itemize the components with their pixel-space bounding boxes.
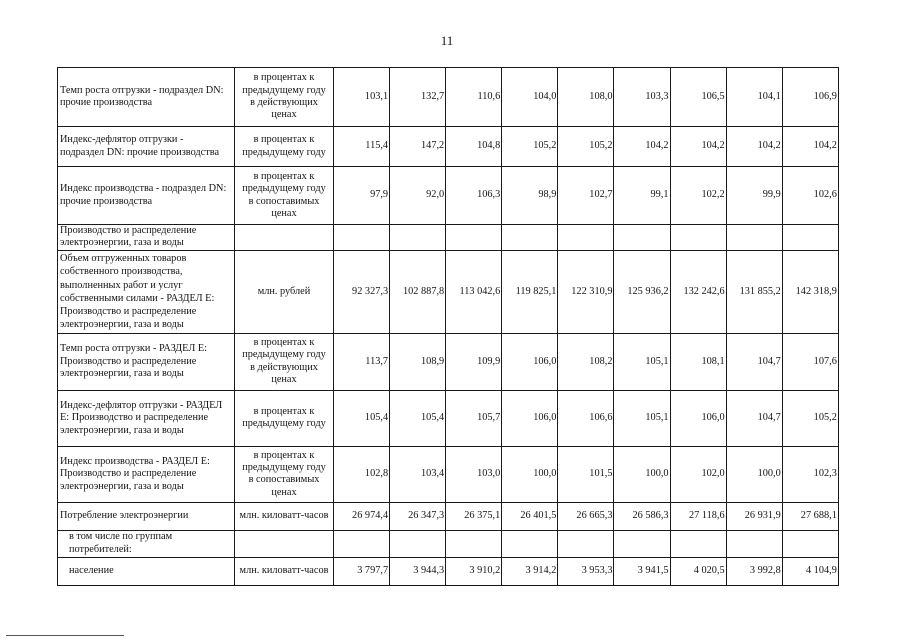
unit-line: ценах [271, 109, 297, 121]
indicator-name-line: Е: Производство и распределение [60, 412, 209, 424]
unit-cell [235, 390, 334, 446]
value-cell: 3 797,7 [334, 557, 390, 585]
value-cell: 105,4 [390, 390, 446, 446]
unit-line: в процентах к [253, 134, 315, 146]
unit-line: в процентах к [253, 337, 315, 348]
table-row [58, 250, 839, 333]
value-cell: 125 936,2 [614, 250, 670, 333]
value-cell: 102,3 [782, 446, 838, 502]
value-cell: 109,9 [446, 333, 502, 390]
value-cell: 3 910,2 [446, 557, 502, 585]
value-cell [390, 225, 446, 251]
value-cell: 92,0 [390, 167, 446, 225]
unit-line: млн. рублей [257, 285, 311, 297]
value-cell [446, 530, 502, 557]
unit-line: в сопоставимых [248, 195, 320, 207]
value-cell: 26 665,3 [558, 502, 614, 530]
unit-line: в действующих [250, 97, 318, 108]
value-cell: 115,4 [334, 127, 390, 167]
indicator-name-line: Производство и распределение [60, 468, 197, 480]
unit-line: предыдущему году [242, 349, 326, 361]
indicators-table-body [58, 68, 839, 586]
value-cell: 142 318,9 [782, 250, 838, 333]
indicator-name-line: электроэнергии, газа и воды [60, 237, 184, 249]
value-cell [558, 225, 614, 251]
unit-line: предыдущему году [242, 146, 326, 158]
unit-cell [235, 167, 334, 225]
indicator-name-line: потребителей: [69, 543, 132, 555]
value-cell: 26 586,3 [614, 502, 670, 530]
value-cell: 27 118,6 [670, 502, 726, 530]
indicator-name-line: население [69, 565, 114, 577]
value-cell [614, 530, 670, 557]
indicator-name-line: Индекс-дефлятор отгрузки - РАЗДЕЛ [60, 399, 223, 411]
unit-line: в процентах к [253, 72, 315, 84]
unit-cell [235, 557, 334, 585]
value-cell: 122 310,9 [558, 250, 614, 333]
value-cell [614, 225, 670, 251]
value-cell: 108,9 [390, 333, 446, 390]
value-cell: 106,3 [446, 167, 502, 225]
value-cell: 99,1 [614, 167, 670, 225]
value-cell: 132,7 [390, 68, 446, 127]
unit-cell [235, 225, 334, 251]
indicator-name-line: в том числе по группам [69, 531, 173, 543]
table-row [58, 225, 839, 251]
indicator-name-line: электроэнергии, газа и воды [60, 480, 184, 492]
indicator-name-line: электроэнергии, газа и воды [60, 424, 184, 436]
value-cell: 108,1 [670, 333, 726, 390]
value-cell: 99,9 [726, 167, 782, 225]
value-cell [782, 530, 838, 557]
value-cell: 27 688,1 [782, 502, 838, 530]
indicator-name-cell [58, 250, 235, 333]
indicator-name-line: Производство и распределение [60, 355, 197, 367]
value-cell: 104,7 [726, 333, 782, 390]
unit-line: ценах [271, 207, 297, 219]
unit-line: предыдущему году [242, 418, 326, 430]
value-cell: 105,2 [502, 127, 558, 167]
indicators-table [57, 67, 839, 586]
value-cell: 101,5 [558, 446, 614, 502]
value-cell [782, 225, 838, 251]
value-cell: 26 931,9 [726, 502, 782, 530]
value-cell: 103,0 [446, 446, 502, 502]
indicator-name-line: Темп роста отгрузки - РАЗДЕЛ Е: [60, 343, 208, 355]
value-cell: 106,5 [670, 68, 726, 127]
indicator-name-cell [58, 530, 235, 557]
value-cell: 4 020,5 [670, 557, 726, 585]
value-cell [670, 225, 726, 251]
value-cell: 102,8 [334, 446, 390, 502]
value-cell: 26 347,3 [390, 502, 446, 530]
indicator-name-line: Производство и распределение [60, 306, 197, 318]
indicator-name-cell [58, 390, 235, 446]
unit-cell [235, 530, 334, 557]
unit-line: ценах [271, 486, 297, 498]
value-cell: 105,4 [334, 390, 390, 446]
unit-line: предыдущему году [242, 183, 326, 195]
value-cell [558, 530, 614, 557]
unit-cell [235, 127, 334, 167]
value-cell: 104,8 [446, 127, 502, 167]
value-cell [334, 225, 390, 251]
indicator-name-cell [58, 127, 235, 167]
unit-cell [235, 446, 334, 502]
table-row [58, 390, 839, 446]
value-cell: 103,4 [390, 446, 446, 502]
value-cell [670, 530, 726, 557]
value-cell: 104,2 [614, 127, 670, 167]
value-cell: 3 944,3 [390, 557, 446, 585]
value-cell: 131 855,2 [726, 250, 782, 333]
table-row [58, 557, 839, 585]
indicator-name-line: Индекс-дефлятор отгрузки - [60, 134, 184, 146]
indicator-name-cell [58, 502, 235, 530]
value-cell: 102 887,8 [390, 250, 446, 333]
value-cell: 106,0 [502, 333, 558, 390]
indicator-name-line: Индекс производства - РАЗДЕЛ Е: [60, 455, 210, 467]
value-cell: 147,2 [390, 127, 446, 167]
value-cell: 105,2 [782, 390, 838, 446]
value-cell: 107,6 [782, 333, 838, 390]
indicator-name-line: электроэнергии, газа и воды [60, 368, 184, 380]
unit-line: млн. киловатт-часов [239, 565, 329, 577]
value-cell [502, 225, 558, 251]
value-cell: 104,7 [726, 390, 782, 446]
unit-line: в действующих [250, 361, 318, 373]
table-row [58, 127, 839, 167]
value-cell: 113,7 [334, 333, 390, 390]
value-cell: 26 974,4 [334, 502, 390, 530]
value-cell: 98,9 [502, 167, 558, 225]
table-row [58, 333, 839, 390]
unit-line: предыдущему году [242, 84, 326, 96]
unit-cell [235, 502, 334, 530]
value-cell: 102,2 [670, 167, 726, 225]
unit-cell [235, 68, 334, 127]
value-cell: 105,2 [558, 127, 614, 167]
indicator-name-line: выполненных работ и услуг [60, 279, 183, 291]
table-row [58, 68, 839, 127]
value-cell [334, 530, 390, 557]
unit-line: в процентах к [253, 405, 315, 417]
value-cell: 100,0 [726, 446, 782, 502]
indicator-name-cell [58, 167, 235, 225]
indicator-name-cell [58, 333, 235, 390]
table-row [58, 167, 839, 225]
indicator-name-line: Производство и распределение [60, 225, 197, 236]
value-cell: 108,2 [558, 333, 614, 390]
value-cell: 113 042,6 [446, 250, 502, 333]
value-cell: 104,2 [670, 127, 726, 167]
value-cell: 119 825,1 [502, 250, 558, 333]
value-cell: 110,6 [446, 68, 502, 127]
value-cell [446, 225, 502, 251]
indicator-name-line: прочие производства [60, 195, 153, 207]
indicator-name-line: Индекс производства - подраздел DN: [60, 183, 227, 195]
value-cell: 102,7 [558, 167, 614, 225]
table-row [58, 446, 839, 502]
indicator-name-line: электроэнергии, газа и воды [60, 319, 184, 331]
unit-line: в процентах к [253, 170, 315, 182]
indicator-name-line: собственного производства, [60, 266, 183, 278]
value-cell: 100,0 [614, 446, 670, 502]
value-cell: 106,0 [670, 390, 726, 446]
indicator-name-line: прочие производства [60, 97, 153, 108]
value-cell: 104,1 [726, 68, 782, 127]
value-cell [390, 530, 446, 557]
value-cell: 104,0 [502, 68, 558, 127]
unit-line: в процентах к [253, 449, 315, 461]
indicator-name-line: Темп роста отгрузки - подраздел DN: [60, 84, 224, 96]
page-number: 11 [440, 33, 454, 48]
indicator-name-line: Объем отгруженных товаров [60, 253, 187, 265]
unit-cell [235, 250, 334, 333]
value-cell: 3 941,5 [614, 557, 670, 585]
value-cell: 26 375,1 [446, 502, 502, 530]
indicator-name-line: подраздел DN: прочие производства [60, 146, 220, 158]
indicator-name-cell [58, 68, 235, 127]
value-cell: 102,6 [782, 167, 838, 225]
value-cell: 104,2 [726, 127, 782, 167]
value-cell: 103,3 [614, 68, 670, 127]
unit-line: предыдущему году [242, 461, 326, 473]
value-cell: 105,1 [614, 333, 670, 390]
value-cell: 3 992,8 [726, 557, 782, 585]
indicator-name-cell [58, 225, 235, 251]
value-cell: 26 401,5 [502, 502, 558, 530]
indicator-name-line: Потребление электроэнергии [60, 510, 189, 522]
indicator-name-line: собственными силами - РАЗДЕЛ Е: [60, 292, 215, 304]
unit-cell [235, 333, 334, 390]
unit-line: ценах [271, 374, 297, 386]
value-cell: 4 104,9 [782, 557, 838, 585]
value-cell [726, 530, 782, 557]
footnote-separator [6, 635, 124, 636]
value-cell: 103,1 [334, 68, 390, 127]
value-cell: 104,2 [782, 127, 838, 167]
unit-line: в сопоставимых [248, 474, 320, 486]
value-cell: 102,0 [670, 446, 726, 502]
value-cell: 3 953,3 [558, 557, 614, 585]
value-cell: 105,7 [446, 390, 502, 446]
value-cell: 3 914,2 [502, 557, 558, 585]
indicator-name-cell [58, 557, 235, 585]
table-row [58, 502, 839, 530]
value-cell: 108,0 [558, 68, 614, 127]
value-cell: 132 242,6 [670, 250, 726, 333]
value-cell: 106,9 [782, 68, 838, 127]
value-cell: 97,9 [334, 167, 390, 225]
value-cell: 105,1 [614, 390, 670, 446]
value-cell: 106,0 [502, 390, 558, 446]
table-row [58, 530, 839, 557]
value-cell: 106,6 [558, 390, 614, 446]
unit-line: млн. киловатт-часов [239, 510, 329, 522]
value-cell: 100,0 [502, 446, 558, 502]
value-cell [502, 530, 558, 557]
value-cell [726, 225, 782, 251]
value-cell: 92 327,3 [334, 250, 390, 333]
indicator-name-cell [58, 446, 235, 502]
